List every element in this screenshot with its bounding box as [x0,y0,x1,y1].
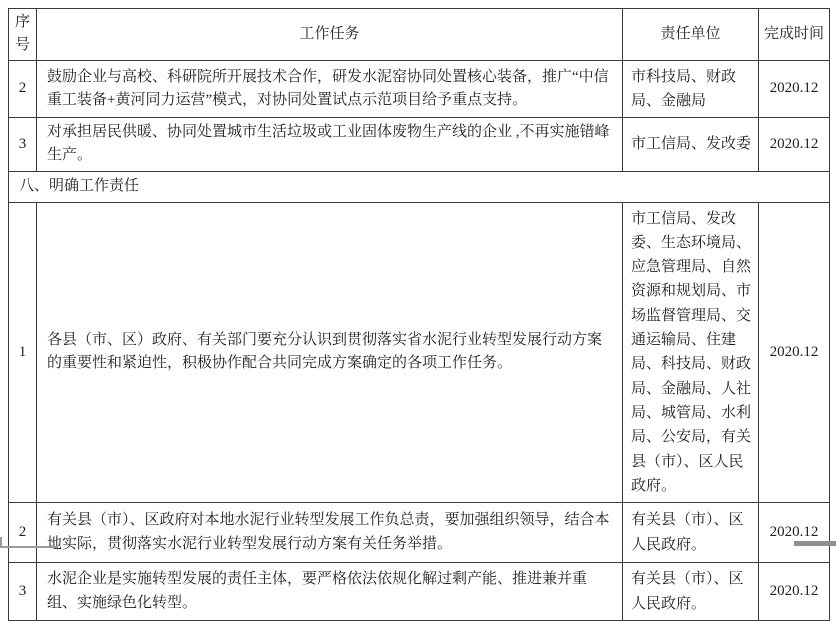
responsible-unit: 市科技局、财政局、金融局 [623,60,759,118]
header-work-task: 工作任务 [37,9,623,61]
table-row [9,60,830,118]
responsible-unit: 有关县（市）、区人民政府。 [623,563,759,621]
seq-number: 1 [9,202,37,503]
completion-time: 2020.12 [759,563,830,621]
table-row [9,202,830,503]
responsible-unit: 有关县（市）、区人民政府。 [623,503,759,563]
completion-time: 2020.12 [759,202,830,503]
section-header-row [9,171,830,202]
completion-time: 2020.12 [759,503,830,563]
completion-time: 2020.12 [759,118,830,172]
header-seq-number: 序号 [9,9,37,61]
task-text: 各县（市、区）政府、有关部门要充分认识到贯彻落实省水泥行业转型发展行动方案的重要性和紧迫性，积极协作配合共同完成方案确定的各项工作任务。 [37,202,623,503]
task-text: 对承担居民供暖、协同处置城市生活垃圾或工业固体废物生产线的企业 ,不再实施错峰生产。 [37,118,623,172]
task-text: 水泥企业是实施转型发展的责任主体，要严格依法依规化解过剩产能、推进兼并重组、实施绿色化转型。 [37,563,623,621]
work-task-table [8,8,830,621]
header-responsible-unit: 责任单位 [623,9,759,61]
seq-number: 2 [9,60,37,118]
table-row [9,563,830,621]
table-row [9,503,830,563]
table-header-row [9,9,830,61]
responsible-unit: 市工信局、发改委、生态环境局、应急管理局、自然资源和规划局、市场监督管理局、交通运输局、住建局、科技局、财政局、金融局、人社局、城管局、水利局、公安局，有关县（市）、区人民政府。 [623,202,759,503]
seq-number: 3 [9,563,37,621]
header-completion-time: 完成时间 [759,9,830,61]
responsible-unit: 市工信局、发改委 [623,118,759,172]
table-row [9,118,830,172]
task-text: 有关县（市）、区政府对本地水泥行业转型发展工作负总责，要加强组织领导，结合本地实际，贯彻落实水泥行业转型发展行动方案有关任务举措。 [37,503,623,563]
resize-handle-bottom-left[interactable] [0,537,58,548]
seq-number: 2 [9,503,37,563]
seq-number: 3 [9,118,37,172]
task-text: 鼓励企业与高校、科研院所开展技术合作，研发水泥窑协同处置核心装备，推广“中信重工装备+黄河同力运营”模式，对协同处置试点示范项目给予重点支持。 [37,60,623,118]
resize-handle-bottom-right[interactable] [794,541,836,546]
section-title: 八、明确工作责任 [9,171,830,202]
completion-time: 2020.12 [759,60,830,118]
